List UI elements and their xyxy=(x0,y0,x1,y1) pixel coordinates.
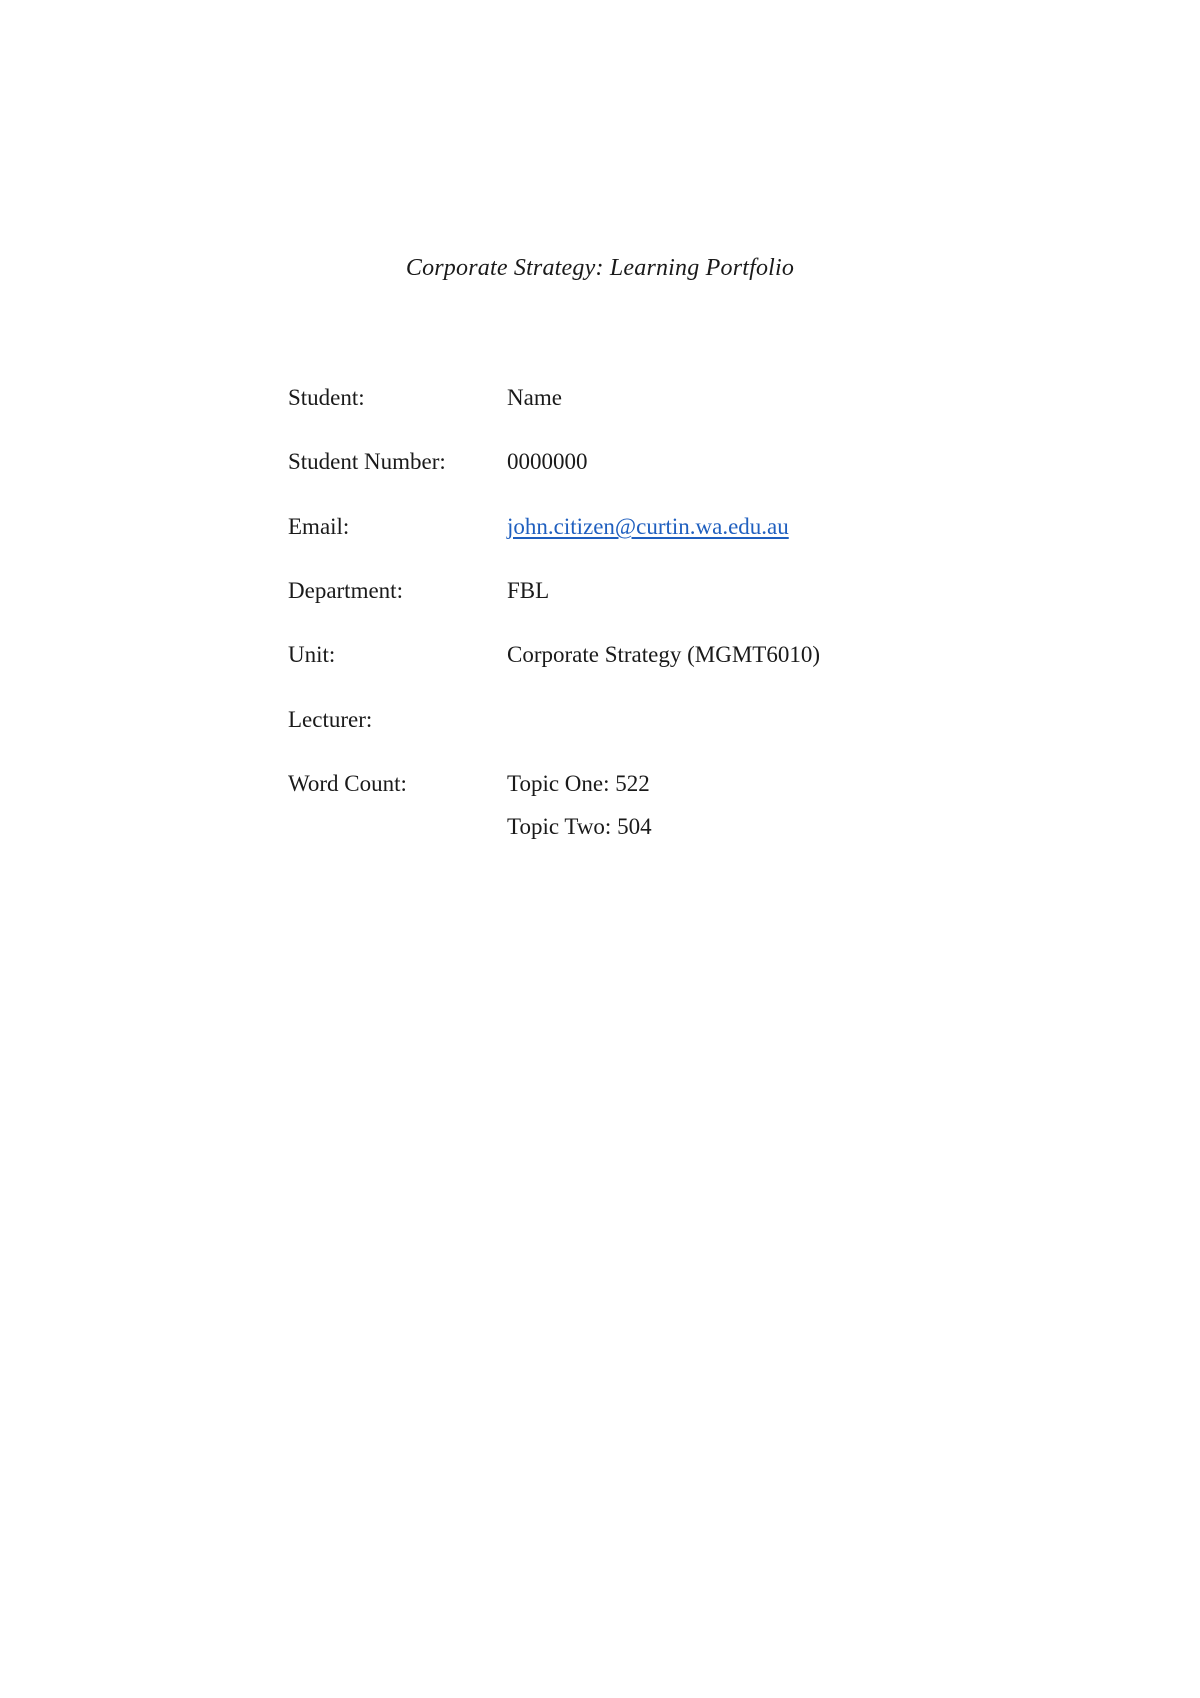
unit-value: Corporate Strategy (MGMT6010) xyxy=(507,642,820,667)
email-link[interactable]: john.citizen@curtin.wa.edu.au xyxy=(507,514,789,539)
department-value: FBL xyxy=(507,578,550,603)
student-label: Student: xyxy=(288,385,365,410)
email-label: Email: xyxy=(288,514,350,539)
word-count-topic-one: Topic One: 522 xyxy=(507,771,650,796)
student-value: Name xyxy=(507,385,562,410)
email-value xyxy=(507,512,789,542)
word-count-label: Word Count: xyxy=(288,771,407,796)
unit-label: Unit: xyxy=(288,642,336,667)
student-number-label: Student Number: xyxy=(288,449,446,474)
document-title: Corporate Strategy: Learning Portfolio xyxy=(405,255,795,281)
department-label: Department: xyxy=(288,578,403,603)
student-number-value: 0000000 xyxy=(507,449,588,474)
lecturer-label: Lecturer: xyxy=(288,707,373,732)
word-count-topic-two: Topic Two: 504 xyxy=(507,814,652,839)
